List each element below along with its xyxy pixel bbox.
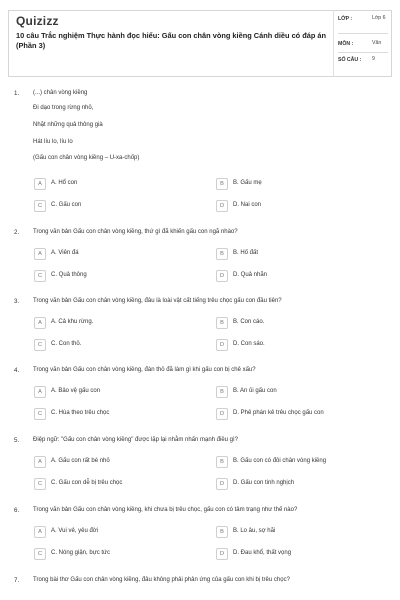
option-letter-box: D bbox=[216, 270, 228, 282]
option-letter-box: D bbox=[216, 339, 228, 351]
option-text: C. Quả thông bbox=[51, 272, 87, 278]
option-d[interactable] bbox=[216, 478, 386, 491]
option-text: C. Con thỏ. bbox=[51, 341, 82, 347]
question-number: 1. bbox=[14, 90, 20, 97]
option-b[interactable] bbox=[216, 178, 386, 191]
option-letter-box: B bbox=[216, 456, 228, 468]
option-a[interactable] bbox=[34, 386, 204, 399]
option-letter-box: B bbox=[216, 248, 228, 260]
question-count-value: 9 bbox=[372, 56, 375, 62]
option-letter-box: A bbox=[34, 386, 46, 398]
option-c[interactable] bbox=[34, 270, 204, 283]
quizizz-logo: Quizizz bbox=[16, 14, 59, 28]
question-text: (...) chân vòng kiềng bbox=[33, 90, 88, 96]
option-letter-box: C bbox=[34, 270, 46, 282]
option-letter-box: C bbox=[34, 548, 46, 560]
option-b[interactable] bbox=[216, 317, 386, 330]
worksheet-header bbox=[0, 0, 400, 80]
subject-label: MÔN : bbox=[338, 41, 354, 47]
question-number: 4. bbox=[14, 367, 20, 374]
option-c[interactable] bbox=[34, 408, 204, 421]
option-letter-box: B bbox=[216, 386, 228, 398]
option-letter-box: A bbox=[34, 178, 46, 190]
option-d[interactable] bbox=[216, 270, 386, 283]
option-text: D. Đau khổ, thất vọng bbox=[233, 550, 292, 556]
option-text: C. Gấu con dễ bị trêu chọc bbox=[51, 480, 123, 486]
option-letter-box: C bbox=[34, 478, 46, 490]
option-text: D. Gấu con tinh nghịch bbox=[233, 480, 295, 486]
option-text: B. Hố đất bbox=[233, 250, 259, 256]
option-c[interactable] bbox=[34, 339, 204, 352]
option-text: D. Quả nhãn bbox=[233, 272, 268, 278]
option-a[interactable] bbox=[34, 317, 204, 330]
option-text: A. Cả khu rừng. bbox=[51, 319, 94, 325]
option-a[interactable] bbox=[34, 456, 204, 469]
question-text: Trong văn bản Gấu con chân vòng kiềng, thứ gì đã khiến gấu con ngã nhào? bbox=[33, 229, 238, 235]
option-b[interactable] bbox=[216, 386, 386, 399]
option-letter-box: C bbox=[34, 200, 46, 212]
question-text: Trong văn bản Gấu con chân vòng kiềng, khi chưa bị trêu chọc, gấu con có tâm trạng như thế nào? bbox=[33, 507, 298, 513]
option-c[interactable] bbox=[34, 548, 204, 561]
question-text: Đi dạo trong rừng nhỏ, bbox=[33, 105, 94, 111]
option-c[interactable] bbox=[34, 478, 204, 491]
option-letter-box: B bbox=[216, 317, 228, 329]
option-text: D. Nai con bbox=[233, 202, 262, 208]
question-text: Hát líu lo, líu lo bbox=[33, 139, 73, 145]
meta-divider bbox=[333, 10, 334, 77]
option-b[interactable] bbox=[216, 248, 386, 261]
option-text: A. Hổ con bbox=[51, 180, 78, 186]
question-number: 7. bbox=[14, 577, 20, 584]
option-letter-box: C bbox=[34, 339, 46, 351]
option-text: B. An ủi gấu con bbox=[233, 388, 277, 394]
option-letter-box: B bbox=[216, 526, 228, 538]
question-number: 3. bbox=[14, 298, 20, 305]
question-count-label: SỐ CÂU : bbox=[338, 57, 362, 63]
option-text: B. Gấu mẹ bbox=[233, 180, 262, 186]
option-letter-box: A bbox=[34, 526, 46, 538]
option-b[interactable] bbox=[216, 526, 386, 539]
question-text: Trong bài thơ Gấu con chân vòng kiềng, đâu không phải phản ứng của gấu con khi bị trêu chọc? bbox=[33, 577, 290, 583]
option-text: A. Bảo vệ gấu con bbox=[51, 388, 101, 394]
option-letter-box: A bbox=[34, 248, 46, 260]
option-c[interactable] bbox=[34, 200, 204, 213]
option-a[interactable] bbox=[34, 178, 204, 191]
option-letter-box: A bbox=[34, 456, 46, 468]
option-text: D. Con sáo. bbox=[233, 341, 265, 347]
option-letter-box: D bbox=[216, 478, 228, 490]
option-d[interactable] bbox=[216, 200, 386, 213]
question-text: (Gấu con chân vòng kiềng – U-xa-chốp) bbox=[33, 155, 140, 161]
option-text: C. Gấu con bbox=[51, 202, 82, 208]
question-number: 2. bbox=[14, 229, 20, 236]
option-d[interactable] bbox=[216, 548, 386, 561]
question-number: 6. bbox=[14, 507, 20, 514]
option-letter-box: A bbox=[34, 317, 46, 329]
option-letter-box: D bbox=[216, 408, 228, 420]
meta-separator bbox=[338, 52, 388, 53]
question-number: 5. bbox=[14, 437, 20, 444]
option-text: B. Lo âu, sợ hãi bbox=[233, 528, 276, 534]
option-b[interactable] bbox=[216, 456, 386, 469]
option-a[interactable] bbox=[34, 526, 204, 539]
option-d[interactable] bbox=[216, 408, 386, 421]
option-letter-box: B bbox=[216, 178, 228, 190]
option-letter-box: D bbox=[216, 548, 228, 560]
worksheet-title: 10 câu Trắc nghiệm Thực hành đọc hiểu: Gấu con chân vòng kiềng Cánh diều có đáp án (Phần 3) bbox=[16, 31, 327, 50]
meta-separator bbox=[338, 33, 388, 34]
option-a[interactable] bbox=[34, 248, 204, 261]
question-text: Điệp ngữ: "Gấu con chân vòng kiềng" được lặp lại nhằm nhấn mạnh điều gì? bbox=[33, 437, 239, 443]
option-text: B. Gấu con có đôi chân vòng kiềng bbox=[233, 458, 327, 464]
grade-value: Lớp 6 bbox=[372, 15, 386, 21]
option-text: D. Phê phán kẻ trêu chọc gấu con bbox=[233, 410, 324, 416]
question-text: Trong văn bản Gấu con chân vòng kiềng, đâu là loài vật cất tiếng trêu chọc gấu con đầu tiên? bbox=[33, 298, 282, 304]
option-text: C. Nóng giận, bực tức bbox=[51, 550, 111, 556]
question-text: Trong văn bản Gấu con chân vòng kiềng, đàn thỏ đã làm gì khi gấu con bị chê xấu? bbox=[33, 367, 256, 373]
question-text: Nhặt những quả thông già bbox=[33, 122, 103, 128]
option-letter-box: C bbox=[34, 408, 46, 420]
option-text: C. Hùa theo trêu chọc bbox=[51, 410, 110, 416]
grade-label: LỚP : bbox=[338, 16, 353, 22]
option-text: A. Vui vẻ, yêu đời bbox=[51, 528, 99, 534]
subject-value: Văn bbox=[372, 40, 382, 46]
option-text: A. Viên đá bbox=[51, 250, 79, 256]
option-text: A. Gấu con rất bé nhỏ bbox=[51, 458, 110, 464]
option-letter-box: D bbox=[216, 200, 228, 212]
option-d[interactable] bbox=[216, 339, 386, 352]
option-text: B. Con cáo. bbox=[233, 319, 265, 325]
